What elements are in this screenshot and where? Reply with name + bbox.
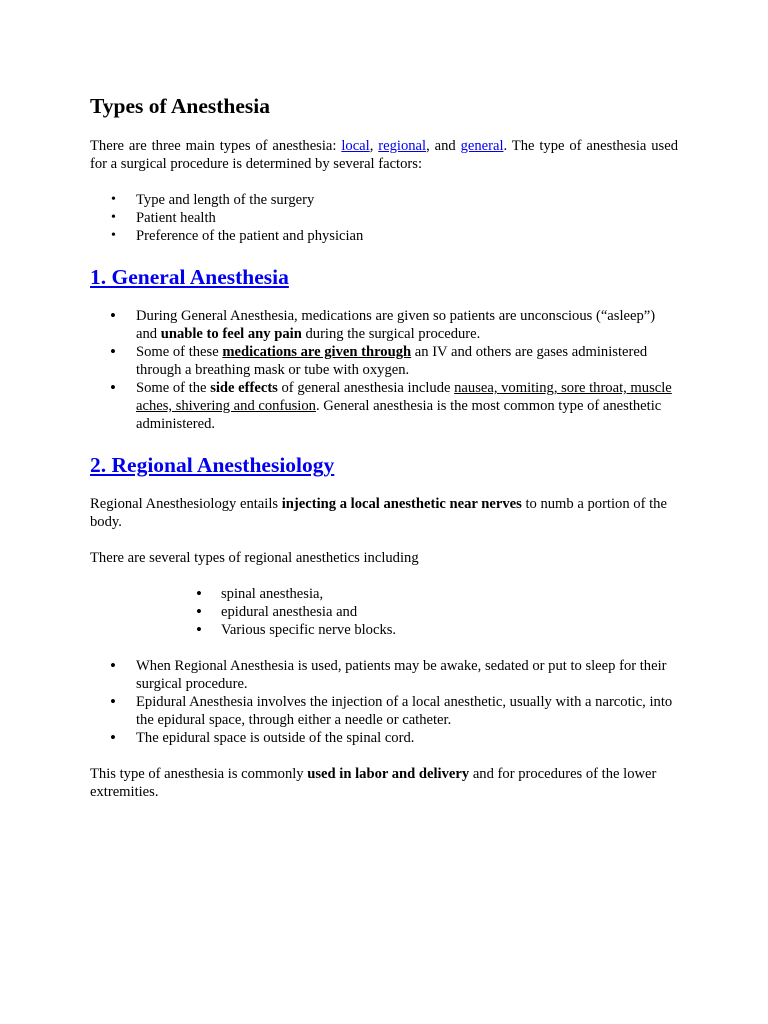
regional-details-list [90,657,678,747]
list-item: • spinal anesthesia, [90,585,678,603]
intro-paragraph: There are three main types of anesthesia: local, regional, and general. The type of anesthesia used for a surgical procedure is determined by several factors: [90,138,678,172]
list-item: • The epidural space is outside of the spinal cord. [90,729,678,747]
list-item: • Type and length of the surgery [90,191,678,209]
regional-intro-paragraph: Regional Anesthesiology entails injecting a local anesthetic near nerves to numb a portion of the body. [90,496,667,530]
link-regional[interactable]: regional [378,138,427,154]
general-anesthesia-list [90,307,678,433]
regional-closing-paragraph: This type of anesthesia is commonly used in labor and delivery and for procedures of the lower extremities. [90,766,657,800]
regional-anesthesiology-link[interactable]: 2. Regional Anesthesiology [90,453,335,477]
list-item: • When Regional Anesthesia is used, patients may be awake, sedated or put to sleep for their surgical procedure. [90,657,678,693]
list-item: • Patient health [90,209,678,227]
list-item: • epidural anesthesia and [90,603,678,621]
general-anesthesia-heading [90,263,678,291]
document-content [90,92,678,801]
link-local[interactable]: local [341,138,370,154]
factors-list [90,191,678,245]
list-item: • Some of these medications are given through an IV and others are gases administered through a breathing mask or tube with oxygen. [90,343,678,379]
regional-types-paragraph: There are several types of regional anesthetics including [90,550,419,566]
page-title: Types of Anesthesia [90,94,270,118]
list-item: • Preference of the patient and physician [90,227,678,245]
general-anesthesia-link[interactable]: 1. General Anesthesia [90,265,289,289]
list-item: • Various specific nerve blocks. [90,621,678,639]
regional-types-list [90,585,678,639]
regional-anesthesiology-heading [90,451,678,479]
list-item: • During General Anesthesia, medications are given so patients are unconscious (“asleep”) and unable to feel any pain during the surgical procedure. [90,307,678,343]
link-general[interactable]: general [460,138,504,154]
list-item: • Some of the side effects of general anesthesia include nausea, vomiting, sore throat, muscle aches, shivering and confusion. General anesthesia is the most common type of anesthetic administered. [90,379,678,433]
list-item: • Epidural Anesthesia involves the injection of a local anesthetic, usually with a narcotic, into the epidural space, through either a needle or catheter. [90,693,678,729]
